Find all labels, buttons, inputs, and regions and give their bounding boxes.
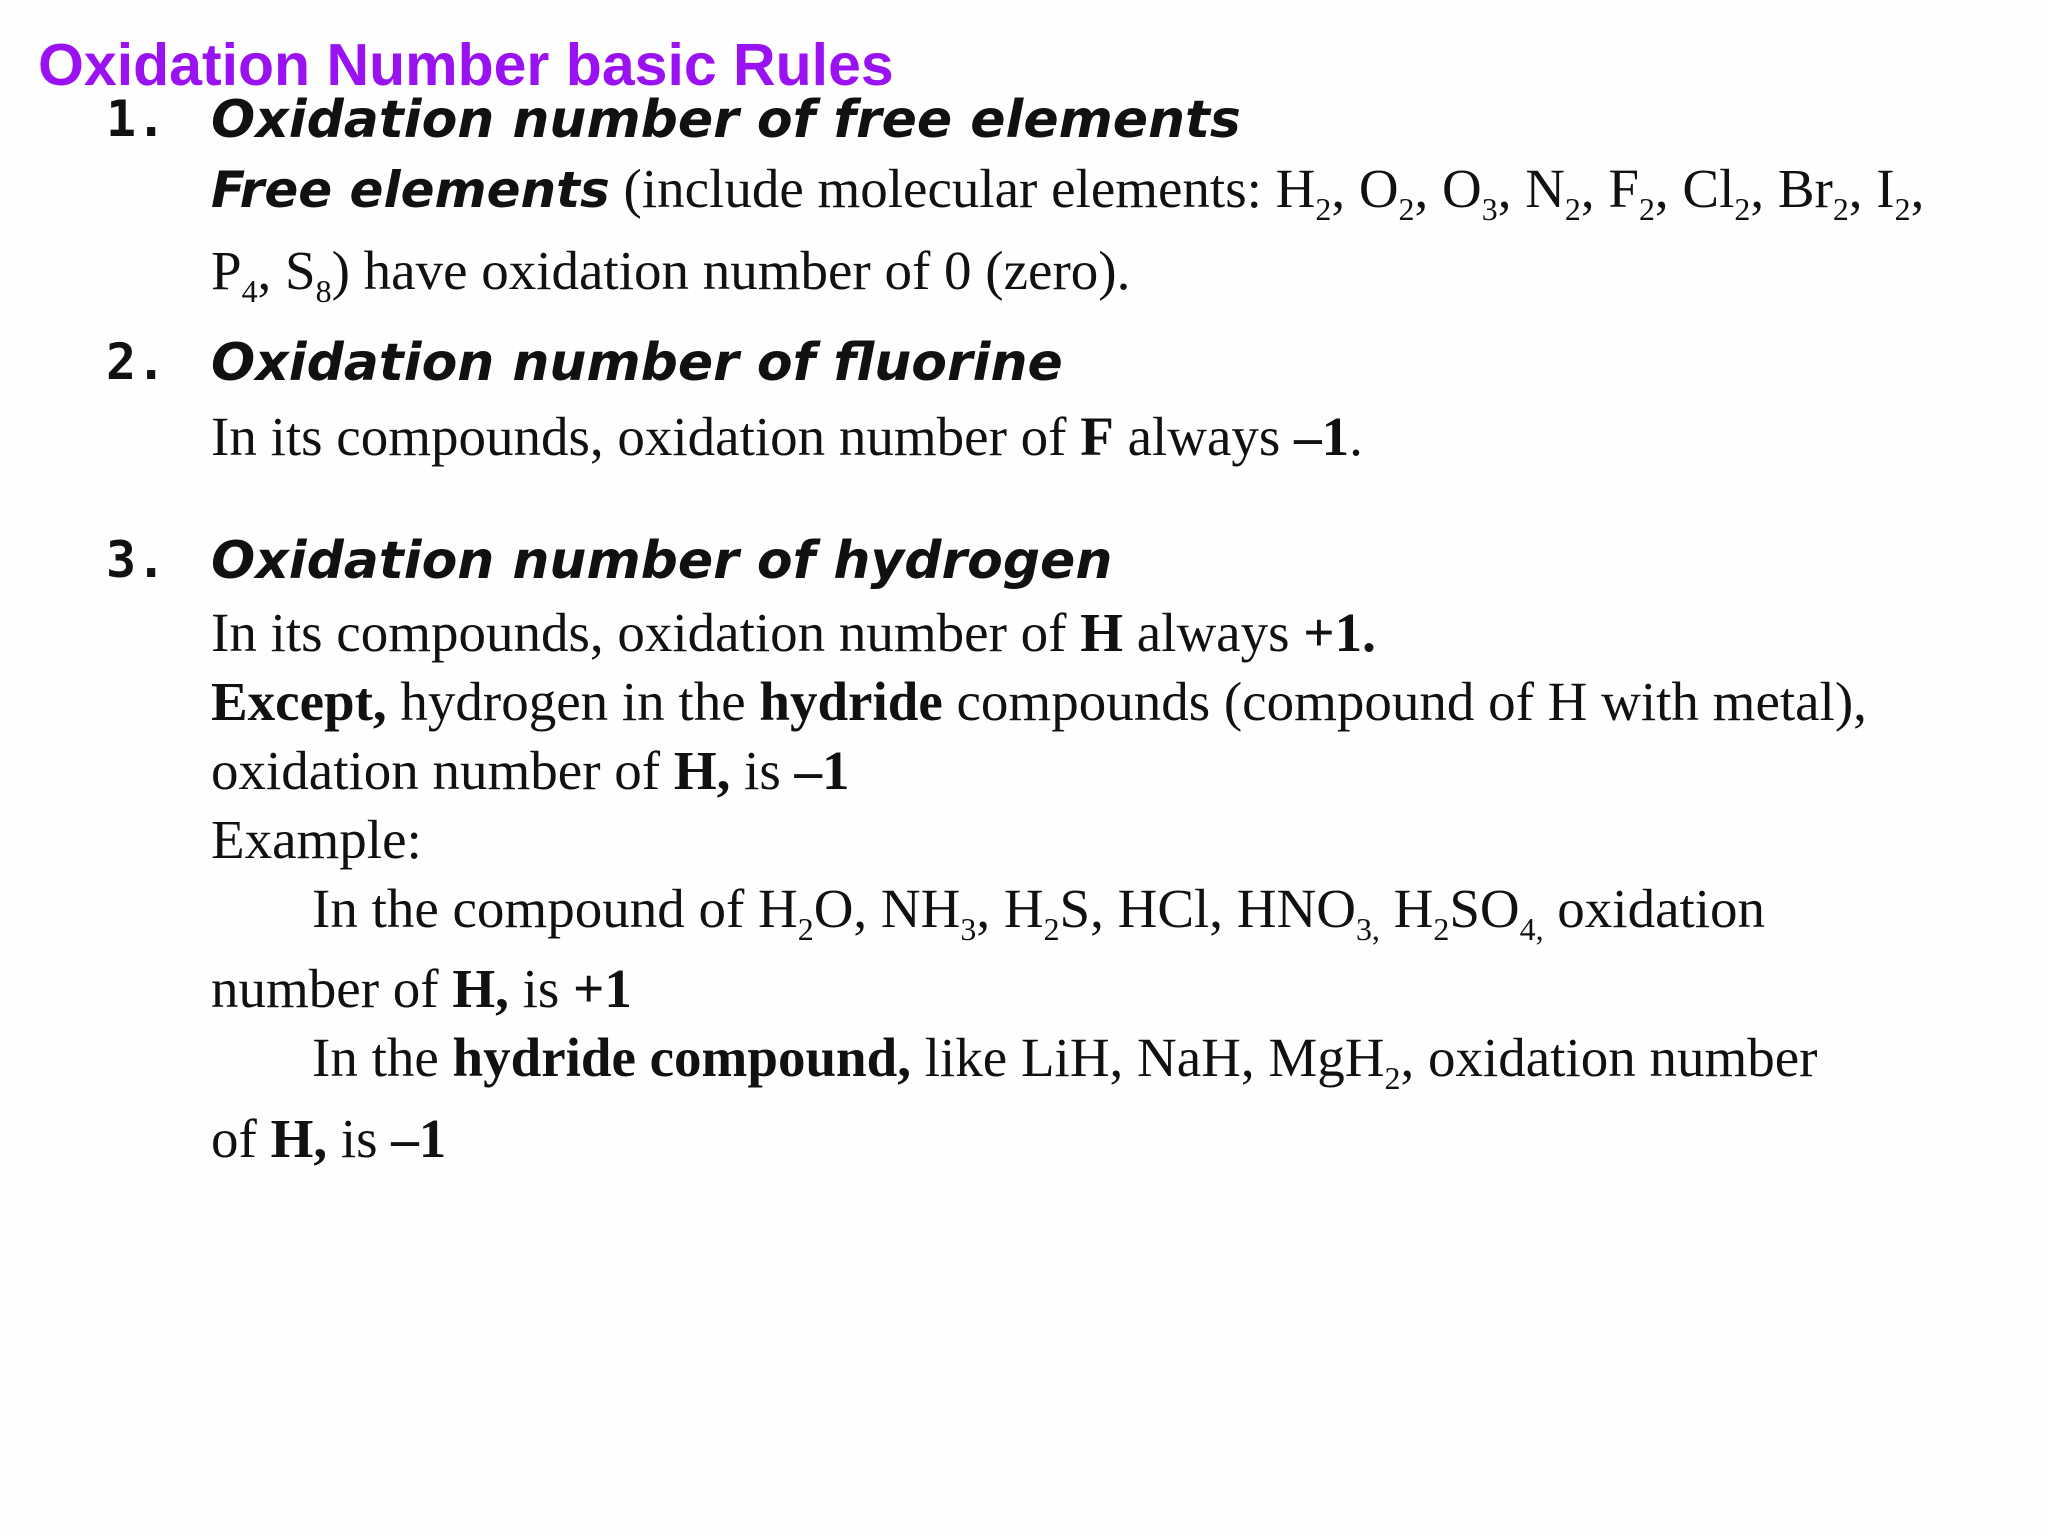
rule-3-text-line-1	[211, 600, 1376, 666]
text-segment: always	[1123, 602, 1304, 663]
text-segment: oxidation	[1543, 878, 1766, 939]
subscript: 4	[241, 274, 258, 310]
text-segment: In its compounds, oxidation number of	[211, 602, 1081, 663]
example-1-line-2	[211, 956, 632, 1022]
element-text: , Br	[1750, 158, 1833, 219]
subscript: 2	[1638, 192, 1655, 228]
bold-text: –1	[391, 1108, 447, 1169]
element-text: , F	[1580, 158, 1639, 219]
element-text: , O	[1331, 158, 1399, 219]
example-2-line-2	[211, 1106, 446, 1172]
slide-title: Oxidation Number basic Rules	[38, 32, 894, 98]
subscript: 3	[960, 912, 977, 948]
rule-1-text-line-2	[211, 238, 1131, 310]
subscript: 3	[1481, 192, 1498, 228]
subscript: 2	[1398, 192, 1415, 228]
subscript: 3,	[1355, 912, 1380, 948]
text-segment: , H	[976, 878, 1044, 939]
rule-2-number: 2.	[106, 333, 167, 391]
free-elements-label: Free elements	[211, 161, 610, 219]
bold-text: hydride compound,	[452, 1027, 911, 1088]
bold-text: +1.	[1303, 602, 1376, 663]
text-segment: ) have oxidation number of 0 (zero).	[331, 240, 1131, 301]
bold-text: hydride	[759, 671, 943, 732]
bold-text: Except,	[211, 671, 387, 732]
text-segment: , oxidation number	[1400, 1027, 1818, 1088]
element-text: , N	[1497, 158, 1565, 219]
rule-1-heading: Oxidation number of free elements	[211, 90, 1241, 150]
rule-1-text-a: (include molecular elements: H	[609, 158, 1316, 219]
subscript: 4,	[1519, 912, 1544, 948]
text-segment: , S	[257, 240, 316, 301]
text-segment: In the	[312, 1027, 453, 1088]
text-segment: O, NH	[813, 878, 961, 939]
bold-text: H	[1080, 602, 1123, 663]
text-segment: In the compound of H	[312, 878, 798, 939]
rule-1-number: 1.	[106, 90, 167, 148]
bold-text: H,	[270, 1108, 328, 1169]
text-segment: is	[508, 958, 574, 1019]
rule-3-heading: Oxidation number of hydrogen	[211, 531, 1113, 591]
element-text: ,	[1910, 158, 1925, 219]
text-segment: is	[730, 740, 795, 801]
rule-3-text-line-3	[211, 738, 850, 804]
example-2-line-1	[312, 1025, 1818, 1097]
bold-text: F	[1080, 406, 1114, 467]
text-segment: S, HCl, HNO	[1059, 878, 1356, 939]
rule-3-number: 3.	[106, 531, 167, 589]
element-text: , Cl	[1654, 158, 1735, 219]
subscript: 2	[1564, 192, 1581, 228]
rule-2-text	[211, 404, 1363, 470]
text-segment: SO	[1449, 878, 1520, 939]
rule-3-text-line-2	[211, 669, 1867, 735]
text-segment: always	[1113, 406, 1295, 467]
text-segment: oxidation number of	[211, 740, 674, 801]
text-segment: compounds (compound of H with metal),	[942, 671, 1867, 732]
text-segment: P	[211, 240, 242, 301]
subscript: 2	[1734, 192, 1751, 228]
subscript: 2	[1384, 1061, 1401, 1097]
example-1-line-1	[312, 876, 1766, 948]
element-text: , I	[1848, 158, 1895, 219]
bold-text: H,	[673, 740, 731, 801]
subscript: 2	[1894, 192, 1911, 228]
subscript: 2	[797, 912, 814, 948]
text-segment: is	[327, 1108, 392, 1169]
subscript: 8	[315, 274, 332, 310]
subscript: 2	[1315, 192, 1332, 228]
bold-text: –1	[794, 740, 850, 801]
bold-text: +1	[573, 958, 632, 1019]
text-segment: .	[1349, 406, 1363, 467]
subscript: 2	[1043, 912, 1060, 948]
text-segment: In its compounds, oxidation number of	[211, 406, 1081, 467]
text-segment: of	[211, 1108, 271, 1169]
example-label: Example:	[211, 809, 422, 870]
rule-1-text-line-1	[211, 156, 1925, 228]
bold-text: –1	[1294, 406, 1350, 467]
text-segment: hydrogen in the	[386, 671, 760, 732]
subscript: 2	[1433, 912, 1450, 948]
text-segment: number of	[211, 958, 453, 1019]
element-text: , O	[1414, 158, 1482, 219]
bold-text: H,	[452, 958, 509, 1019]
text-segment: H	[1379, 878, 1434, 939]
text-segment: like LiH, NaH, MgH	[910, 1027, 1385, 1088]
rule-2-heading: Oxidation number of fluorine	[211, 333, 1063, 393]
subscript: 2	[1832, 192, 1849, 228]
